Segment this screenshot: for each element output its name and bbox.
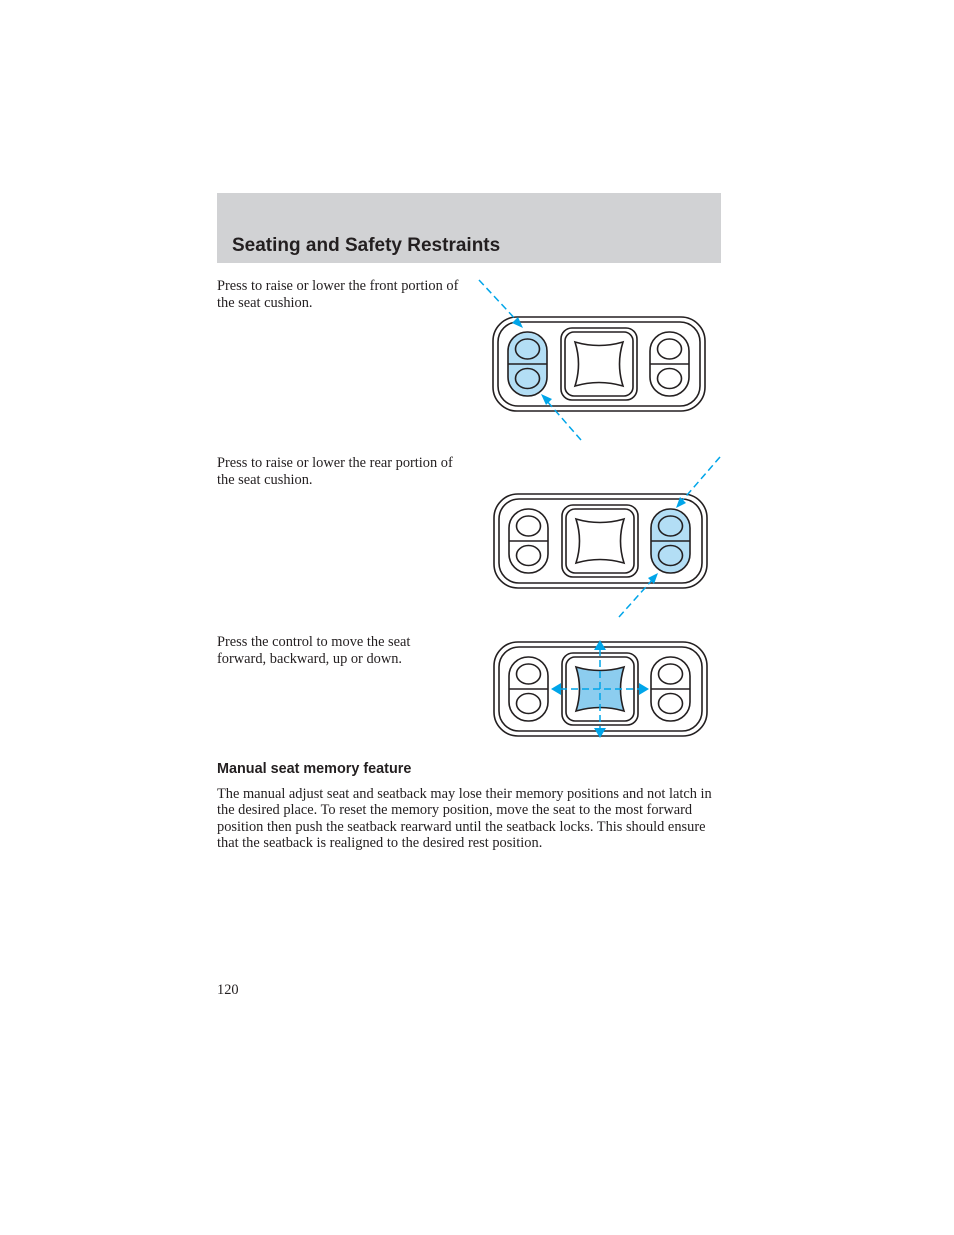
seat-control-panel-icon [494, 494, 707, 588]
four-way-control-caption: Press the control to move the seat forward, backward, up or down. [217, 634, 411, 667]
page-number: 120 [217, 982, 239, 998]
front-cushion-caption: Press to raise or lower the front portion of the seat cushion. [217, 278, 459, 311]
header-band [217, 193, 721, 263]
memory-feature-heading: Manual seat memory feature [217, 761, 412, 777]
rear-cushion-caption: Press to raise or lower the rear portion of the seat cushion. [217, 455, 453, 488]
memory-feature-paragraph: The manual adjust seat and seatback may lose their memory positions and not latch in the desired place. To reset the memory position, move the seat to the most forward position then push the seatback rearward until the seatback locks. This should ensure that the seatback is realigned to the desired rest position. [217, 786, 712, 852]
seat-control-panel-icon [493, 317, 705, 411]
section-title: Seating and Safety Restraints [232, 235, 501, 256]
rear-cushion-control-diagram [470, 454, 722, 620]
front-cushion-control-diagram [470, 276, 720, 444]
four-way-control-diagram [470, 636, 722, 742]
